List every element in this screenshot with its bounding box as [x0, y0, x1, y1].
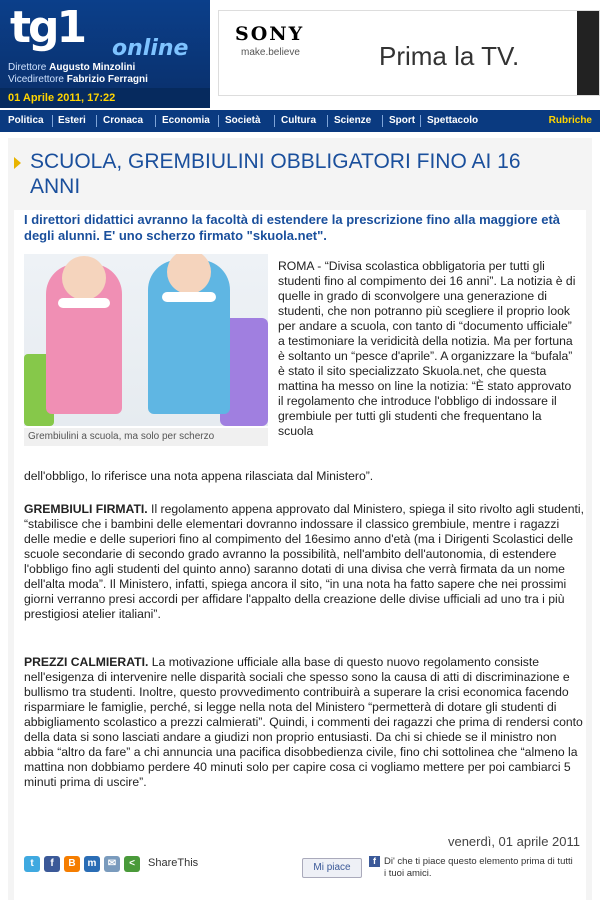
nav-economia[interactable]: Economia — [162, 115, 210, 126]
nav-scienze[interactable]: Scienze — [334, 115, 372, 126]
ad-brand: SONY — [235, 23, 305, 45]
facebook-small-icon: f — [369, 856, 380, 867]
nav-politica[interactable]: Politica — [8, 115, 44, 126]
nav-societa[interactable]: Società — [225, 115, 261, 126]
myspace-icon[interactable]: m — [84, 856, 100, 872]
share-bar — [24, 856, 284, 874]
header-date: 01 Aprile 2011, 17:22 — [0, 88, 210, 108]
title-bar — [8, 145, 592, 201]
nav-rubriche[interactable]: Rubriche — [548, 115, 592, 126]
vicedirector-name: Fabrizio Ferragni — [66, 74, 148, 85]
article-paragraph-1-end: dell'obbligo, lo riferisce una nota appena rilasciata dal Ministero”. — [24, 469, 374, 483]
article-date: venerdì, 01 aprile 2011 — [447, 834, 580, 849]
nav-separator — [52, 115, 53, 127]
paragraph-text: Il regolamento appena approvato dal Ministero, spiega il sito rivolto agli studenti, “stabilisce che i bambini delle elementari dovranno indossare il classico grembiule, mentre i ragazzi delle medie e delle superiori fino al compimento del 16esimo anno d'età (ma i Dirigenti Scolastici delle scuole secondarie di secondo grado avranno la possibilità, nell'ambito dell'autonomia, di estendere l'obbligo fino agli studenti del quinto anno) saranno dotati di una divisa che verrà firmata da un nome dell'alta moda”. Il Ministero, infatti, spiega ancora il sito, “in una nota ha fatto sapere che nei prossimi giorni verranno presi accordi per affidare l'appalto della creazione delle divise ufficiali ad uno tra i più prestigiosi atelier italiani”. — [24, 502, 584, 621]
blogger-icon[interactable]: B — [64, 856, 80, 872]
sharethis-label[interactable]: ShareThis — [148, 857, 199, 869]
twitter-icon[interactable]: t — [24, 856, 40, 872]
child-pink-smock — [46, 264, 122, 414]
nav-separator — [155, 115, 156, 127]
child-head — [167, 254, 211, 294]
paragraph-text: La motivazione ufficiale alla base di questo nuovo regolamento consiste nell'esigenza di intervenire nelle disparità sociali che spesso sono la causa di atti di discriminazione e bullismo tra studenti. Inoltre, questo provvedimento contribuirà a superare la crisi economica facendo risparmiare le famiglie, perché, si legge nella nota del Ministero “permetterà di dotare gli studenti di abbigliamento scolastico a prezzi calmierati”. Quindi, i commenti dei ragazzi che prima di rendersi conto della data si sono lasciati andare a giudizi non proprio entusiasti. Da chi si chiede se il ministro non abbia “altro da fare” a chi annuncia una pacifica disobbedienza civile, fino chi sottolinea che “almeno la mattina non dobbiamo perdere 40 minuti solo per capire cosa ci vogliamo mettere per poi cambiarci 5 minuti prima di uscire”. — [24, 655, 583, 789]
nav-esteri[interactable]: Esteri — [58, 115, 86, 126]
child-blue-smock — [148, 260, 230, 414]
nav-separator — [327, 115, 328, 127]
smock-collar — [162, 292, 216, 302]
nav-separator — [274, 115, 275, 127]
article-paragraph-2 — [24, 502, 586, 622]
article-photo[interactable] — [24, 254, 268, 426]
nav-cronaca[interactable]: Cronaca — [103, 115, 144, 126]
title-arrow-icon — [14, 157, 21, 169]
ad-tagline: make.believe — [241, 47, 300, 58]
nav-spettacolo[interactable]: Spettacolo — [427, 115, 479, 126]
nav-sport[interactable]: Sport — [389, 115, 416, 126]
site-header — [0, 0, 600, 108]
photo-caption: Grembiulini a scuola, ma solo per scherzo — [24, 428, 268, 446]
article-paragraph-1: ROMA - “Divisa scolastica obbligatoria per tutti gli studenti fino al compimento dei 16 anni”. La notizia è di quelle in grado di sconvolgere una generazione di studenti, che non potranno più scegliere il proprio look per andare a scuola, con tanto di “documento ufficiale” a testimoniare la veridicità della notizia. Ma per fortuna è soltanto un “pesce d'aprile”. A organizzare la “bufala” è stato il sito specializzato Skuola.net, che questa mattina ha messo on line la notizia: “È stato approvato il regolamento che introduce l'obbligo di indossare il grembiule per tutti gli studenti che frequentano la scuola — [278, 259, 576, 438]
article-subtitle: I direttori didattici avranno la facoltà di estendere la prescrizione fino alla maggiore età degli alunni. E' uno scherzo firmato "skuola.net". — [24, 212, 561, 243]
director-label: Direttore — [8, 62, 47, 73]
main-nav — [0, 110, 600, 132]
article-title: SCUOLA, GREMBIULINI OBBLIGATORI FINO AI 16 ANNI — [30, 150, 521, 198]
paragraph-lead: PREZZI CALMIERATI. — [24, 655, 149, 669]
nav-separator — [218, 115, 219, 127]
email-icon[interactable]: ✉ — [104, 856, 120, 872]
facebook-like-note: Di' che ti piace questo elemento prima di tutti i tuoi amici. — [384, 856, 573, 879]
facebook-icon[interactable]: f — [44, 856, 60, 872]
nav-cultura[interactable]: Cultura — [281, 115, 316, 126]
nav-separator — [382, 115, 383, 127]
sony-banner-ad[interactable] — [218, 10, 600, 96]
sharethis-icon[interactable]: < — [124, 856, 140, 872]
editorial-staff — [8, 62, 148, 86]
tv-image — [577, 11, 599, 95]
paragraph-lead: GREMBIULI FIRMATI. — [24, 502, 148, 516]
logo-tg1-text: tg1 — [10, 2, 85, 53]
nav-separator — [420, 115, 421, 127]
vicedirector-label: Vicedirettore — [8, 74, 64, 85]
facebook-like-button[interactable]: Mi piace — [302, 858, 362, 878]
child-head — [62, 256, 106, 300]
tg1-logo[interactable] — [0, 0, 210, 108]
logo-online-text: online — [112, 36, 189, 61]
article-paragraph-3 — [24, 655, 586, 790]
smock-collar — [58, 298, 110, 308]
nav-separator — [96, 115, 97, 127]
ad-claim: Prima la TV. — [379, 41, 520, 71]
director-name: Augusto Minzolini — [49, 62, 136, 73]
